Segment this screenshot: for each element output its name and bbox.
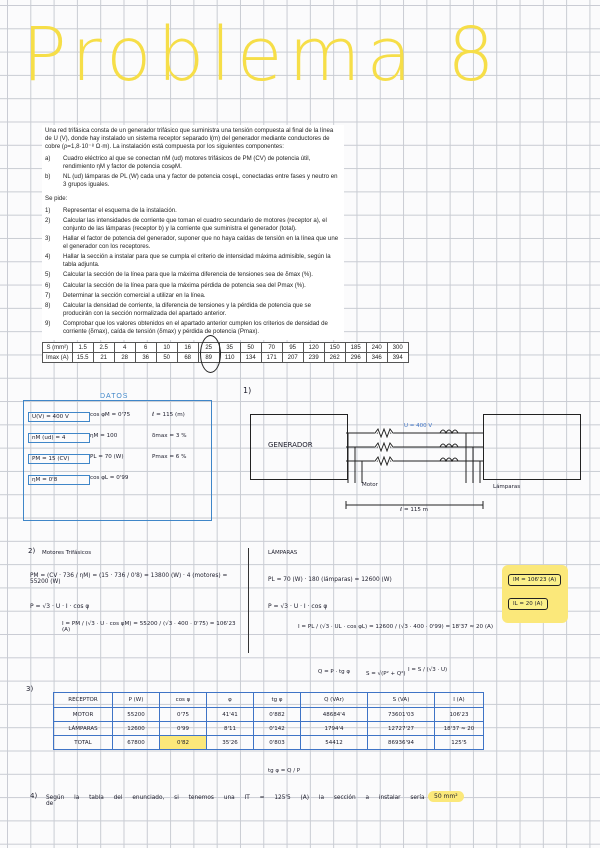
lamp-heading: LÁMPARAS	[268, 550, 298, 556]
motor-eq3: I = PM / (√3 · U · cos φM) = 55200 / (√3 · 400 · 0'75) = 106'23 (A)	[62, 621, 236, 633]
motor-label: Motor	[362, 482, 378, 488]
table-row: TOTAL 67800 0'82 35'26 0'803 54412 86936'94 125'5	[54, 736, 484, 750]
question: 7) Determinar la sección comercial a utilizar en la línea.	[45, 291, 206, 299]
length-label: ℓ = 115 m	[400, 507, 428, 513]
motor-heading: Motores Trifásicos	[42, 550, 92, 556]
part4-text: Según la tabla del enunciado, si tenemos una IT = 125'5 (A) la sección a instalar sería de	[46, 795, 425, 807]
table-row: Imax (A) 15.5 21 28 36 50 68 89 110 134 171 207 239 262 296 346 394	[43, 353, 409, 363]
voltage-label: U = 400 V	[404, 423, 433, 429]
result-lamp-current: IL = 20 (A)	[508, 598, 548, 610]
statement-intro: Una red trifásica consta de un generador trifásico que suministra una tensión compuesta al final de la línea de U (V), donde hay instalado un sistema receptor separado l(m) del generador mediante conductores de cobre (ρ=1,8·10⁻⁸ Ω·m). La instalación está compuesta por los siguientes componentes:	[45, 127, 334, 151]
lamp-eq3: I = PL / (√3 · UL · cos φL) = 12600 / (√3 · 400 · 0'99) = 18'37 ≈ 20 (A)	[298, 624, 494, 630]
datos-grid: U(V) = 400 V cos φM = 0'75 ℓ = 115 (m) nM (ud) = 4 ηM = 100 δmax = 3 % PM = 15 (CV) PL = 70 (W) Pmax = 6 % ηM = 0'8 cos φL = 0'99	[28, 412, 208, 485]
table-row: MOTOR 55200 0'75 41'41 0'882 48684'4 73601'03 106'23	[54, 708, 484, 722]
divider-line	[248, 548, 249, 653]
lamp-eq1: PL = 70 (W) · 180 (lámparas) = 12600 (W)	[268, 577, 392, 583]
part4-number: 4)	[30, 792, 38, 800]
page-title: Problema 8	[22, 12, 501, 98]
question: 6) Calcular la sección de la línea para que la máxima pérdida de potencia sea del Pmax (%).	[45, 281, 306, 289]
se-pide: Se pide:	[45, 195, 68, 203]
part2-number: 2)	[28, 547, 36, 555]
datos-title: DATOS	[96, 393, 132, 400]
formula-tg: tg φ = Q / P	[268, 768, 301, 774]
circuit-section-number: 1)	[243, 386, 252, 395]
result-motor-current: IM = 106'23 (A)	[508, 574, 561, 586]
lamp-label: Lámparas	[493, 484, 521, 490]
statement-item: a) Cuadro eléctrico al que se conectan nM (ud) motores trifásicos de PM (CV) de potencia útil, rendimiento ηM y factor de potencia cosφM.	[45, 155, 311, 171]
table-header-row: RECEPTOR P (W) cos φ φ tg φ Q (VAr) S (VA) I (A)	[54, 693, 484, 708]
formula-i: I = S / (√3 · U)	[408, 667, 448, 673]
statement-item: b) NL (ud) lámparas de PL (W) cada una y factor de potencia cosφL, conectadas entre fases y neutro en 3 grupos iguales.	[45, 173, 338, 189]
question: 3) Hallar el factor de potencia del generador, suponer que no haya caídas de tensión en la línea que une el generador con los receptores.	[45, 235, 339, 251]
problem-statement	[42, 125, 344, 340]
part4-answer: 50 mm²	[428, 791, 464, 802]
formula-s: S = √(P² + Q²)	[366, 671, 406, 677]
motor-eq1: PM = (CV · 736 / ηM) = (15 · 736 / 0'8) = 13800 (W) · 4 (motores) = 55200 (W)	[30, 573, 228, 585]
part3-number: 3)	[26, 685, 34, 693]
question: 9) Comprobar que los valores obtenidos en el apartado anterior cumplen los criterios de densidad de corriente (δmax), caída de tensión (δmax) y pérdida de potencia (Pmax).	[45, 319, 328, 335]
question: 1) Representar el esquema de la instalación.	[45, 207, 177, 215]
question: 4) Hallar la sección a instalar para que se cumpla el criterio de intensidad máxima admisible, según la tabla adjunta.	[45, 253, 331, 269]
lamp-eq2: P = √3 · U · I · cos φ	[268, 603, 328, 610]
generator-label: GENERADOR	[268, 441, 313, 449]
formula-q: Q = P · tg φ	[318, 669, 351, 675]
selection-circle	[200, 335, 221, 373]
results-table	[53, 692, 484, 750]
motor-eq2: P = √3 · U · I · cos φ	[30, 603, 90, 610]
question: 5) Calcular la sección de la línea para que la máxima diferencia de tensiones sea de δmax (%).	[45, 271, 313, 279]
question: 8) Calcular la densidad de corriente, la diferencia de tensiones y la pérdida de potencia que se producirán con la sección normalizada del apartado anterior.	[45, 301, 311, 317]
question: 2) Calcular las intensidades de corriente que toman el cuadro secundario de motores (receptor a), el conjunto de las lámparas (receptor b) y la corriente que suministra el generador (total).	[45, 217, 327, 233]
circuit-diagram	[240, 395, 590, 525]
section-table	[42, 342, 409, 363]
table-row: LÁMPARAS 12600 0'99 8'11 0'142 1794'4 12727'27 18'37 ≈ 20	[54, 722, 484, 736]
table-row: S (mm²) 1.5 2.5 4 6 10 16 25 35 50 70 95 120 150 185 240 300	[43, 343, 409, 353]
